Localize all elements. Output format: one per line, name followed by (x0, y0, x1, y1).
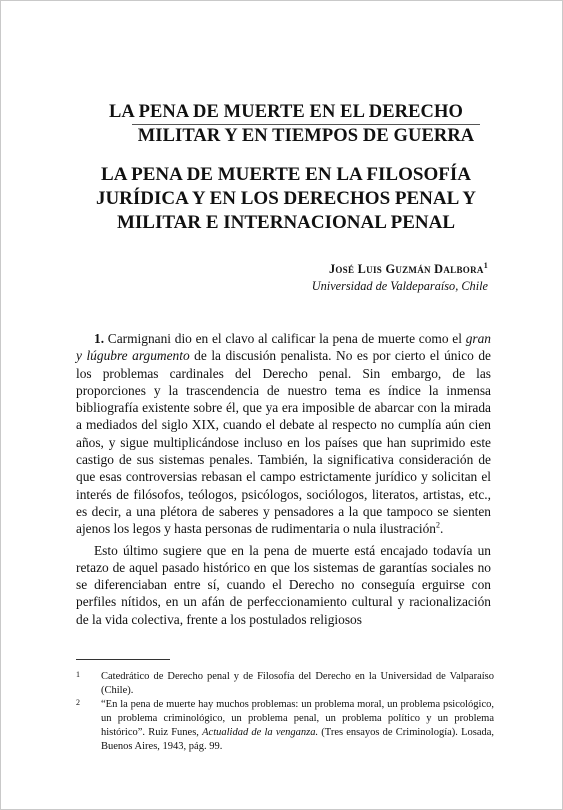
paragraph-1: 1. Carmignani dio en el clavo al calificar la pena de muerte como el gran y lúgubre argumento de la discusión penalista. No es por cierto el único de los problemas cardinales del Derecho penal. Sin embargo, de las proporciones y la trascendencia de nuestro tema es índice la inmensa bibliografía existente sobre él, que ya era imposible de abarcar con la mirada a mediados del siglo XIX, cuando el debate al respecto no cumplía aún cien años, y sigue multiplicándose incluso en los países que han suprimido este castigo de sus sistemas penales. También, la significativa consideración de que esas controversias rebasan el campo estrictamente jurídico y solicitan el interés de filósofos, teólogos, psicólogos, sociólogos, literatos, artistas, etc., es decir, a una plétora de saberes y pensadores a la que tampoco se sienten ajenos los legos y hasta personas de rudimentaria o nula ilustración$^2$. (76, 331, 491, 537)
footnote-2: 2 “En la pena de muerte hay muchos problemas: un problema moral, un problema psicológico, un problema criminológico, un problema penal, un problema político y un problema histórico”. Ruiz Funes, Actualidad de la venganza. (Tres ensayos de Criminología). Losada, Buenos Aires, 1943, pág. 99. (76, 698, 495, 752)
footnote-divider (76, 659, 170, 660)
author-footnote-mark: 1 (483, 261, 488, 270)
running-head-line-1: LA PENA DE MUERTE EN EL DERECHO (108, 102, 463, 122)
author-name: José Luis Guzmán Dalbora$^1$ (328, 261, 488, 277)
paragraph-2: Esto último sugiere que en la pena de muerte está encajado todavía un retazo de aquel pasado histórico en que los sistemas de garantías sociales no se diferenciaban entre sí, cuando el Derecho no conseguía erguirse con perfiles nítidos, en un afán de perfeccionamiento cultural y racionalización de la vida colectiva, frente a los postulados religiosos (76, 542, 491, 627)
footnote-mark-2: 2 (435, 520, 440, 530)
chapter-title (61, 163, 511, 235)
footnote-number: 2 (76, 698, 80, 707)
chapter-title-line-2: JURÍDICA Y EN LOS DERECHOS PENAL Y (95, 188, 477, 209)
author-block (312, 257, 488, 295)
italic-phrase: gran y lúgubre argumento (76, 331, 491, 364)
chapter-title-line-3: MILITAR E INTERNACIONAL PENAL (116, 212, 455, 233)
cited-book-title: Actualidad de la venganza. (202, 727, 319, 738)
section-number: 1. (94, 331, 105, 346)
footnote-1 (76, 670, 494, 698)
footnotes (76, 670, 494, 754)
running-head (71, 101, 501, 148)
footnote-number: 1 (76, 670, 80, 679)
body-text (76, 330, 491, 628)
footnote-text: Catedrático de Derecho penal y de Filosofía del Derecho en la Universidad de Valparaíso (Chile). (101, 671, 494, 696)
chapter-title-line-1: LA PENA DE MUERTE EN LA FILOSOFÍA (101, 164, 471, 185)
author-affiliation: Universidad de Valdeparaíso, Chile (311, 279, 488, 294)
running-head-line-2: MILITAR Y EN TIEMPOS DE GUERRA (132, 124, 481, 148)
